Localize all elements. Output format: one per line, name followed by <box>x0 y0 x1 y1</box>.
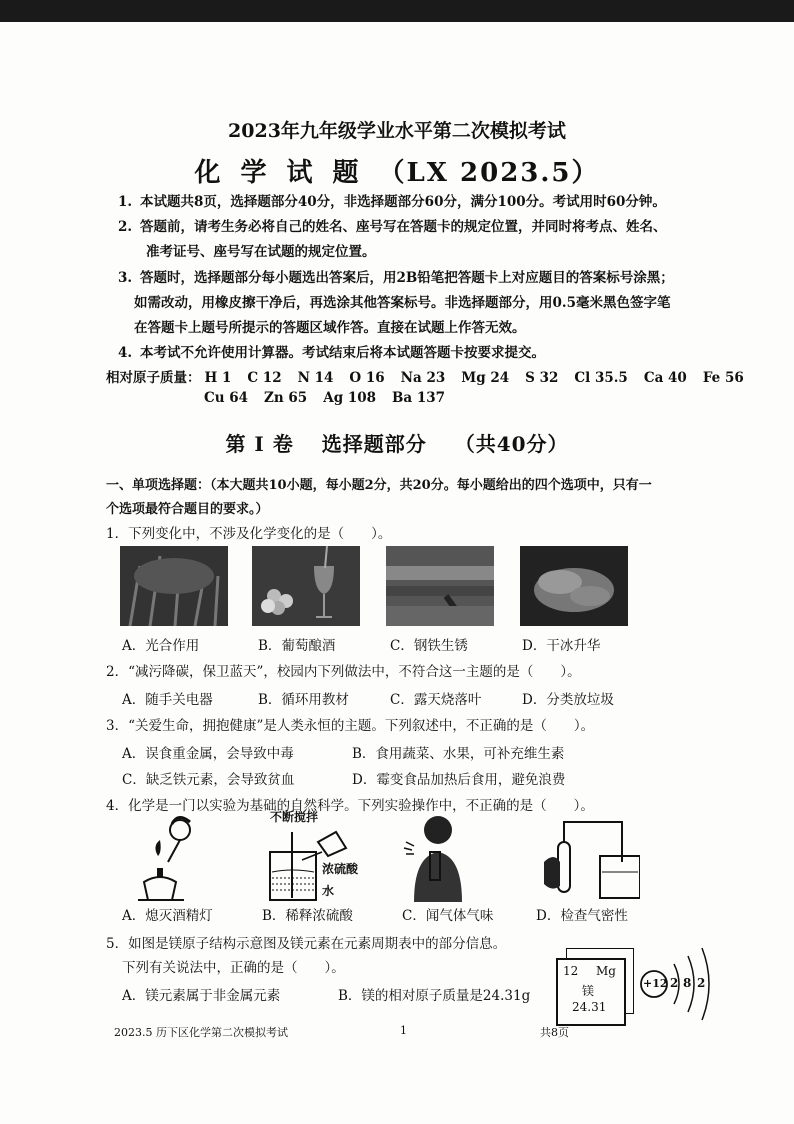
smell-gas-illustration <box>400 812 470 904</box>
q1-option-c: C．钢铁生锈 <box>390 638 468 654</box>
mg-name: 镁 <box>582 984 595 998</box>
q3-option-c: C．缺乏铁元素，会导致贫血 <box>122 772 295 788</box>
q4-option-b: B．稀释浓硫酸 <box>262 908 353 924</box>
q1-option-d: D．干冰升华 <box>522 638 601 654</box>
section-heading: 第 Ⅰ 卷 选择题部分 （共40分） <box>225 432 569 456</box>
atomic-masses-row2: Cu 64 Zn 65 Ag 108 Ba 137 <box>204 390 446 406</box>
q4-option-d: D．检查气密性 <box>536 908 628 924</box>
q1-option-b: B．葡萄酿酒 <box>258 638 336 654</box>
airtight-check-illustration <box>530 812 640 904</box>
photosynthesis-photo <box>120 546 228 626</box>
shell-3: 2 <box>697 976 706 990</box>
atomic-masses-row1: 相对原子质量： H 1 C 12 N 14 O 16 Na 23 Mg 24 S 32 Cl 35.5 Ca 40 Fe 56 <box>106 370 744 386</box>
q5-option-b: B．镁的相对原子质量是24.31g <box>338 988 531 1004</box>
mg-mass: 24.31 <box>572 1000 607 1014</box>
instructions-line2: 个选项最符合题目的要求。） <box>106 502 269 517</box>
subject-name: 化学试题 <box>194 158 379 188</box>
note-3-cont: 如需改动，用橡皮擦干净后，再选涂其他答案标号。非选择题部分，用0.5毫米黑色签字笔 <box>134 295 671 311</box>
q2-option-c: C．露天烧落叶 <box>390 692 482 708</box>
q5-stem2: 下列有关说法中，正确的是（ ）。 <box>122 960 345 976</box>
exam-title: 2023年九年级学业水平第二次模拟考试 <box>228 120 566 142</box>
exam-code: （LX 2023.5） <box>378 158 600 188</box>
alcohol-lamp-illustration <box>128 812 228 904</box>
note-1: 1. 本试题共8页，选择题部分40分，非选择题部分60分，满分100分。考试用时60分钟。 <box>118 194 666 210</box>
q1-option-a: A．光合作用 <box>122 638 200 654</box>
footer-exam-name: 2023.5 历下区化学第二次模拟考试 <box>114 1026 288 1039</box>
q3-option-a: A．误食重金属，会导致中毒 <box>122 746 294 762</box>
stir-label: 不断搅拌 <box>270 810 319 824</box>
q3-option-d: D．霉变食品加热后食用，避免浪费 <box>352 772 566 788</box>
instructions-line1: 一、单项选择题：（本大题共10小题，每小题2分，共20分。每小题给出的四个选项中，只有一 <box>106 478 652 493</box>
mg-atom-diagram <box>638 946 718 1024</box>
nucleus-charge: +12 <box>643 977 668 990</box>
q2-stem: 2．“减污降碳，保卫蓝天”，校园内下列做法中，不符合这一主题的是（ ）。 <box>106 664 581 680</box>
q4-stem: 4．化学是一门以实验为基础的自然科学。下列实验操作中，不正确的是（ ）。 <box>106 798 594 814</box>
note-4: 4. 本考试不允许使用计算器。考试结束后将本试题答题卡按要求提交。 <box>118 345 545 361</box>
mg-periodic-card <box>556 958 626 1026</box>
note-2-cont: 准考证号、座号写在试题的规定位置。 <box>146 244 376 260</box>
scan-top-edge <box>0 0 794 22</box>
footer-page-number: 1 <box>400 1024 407 1037</box>
q1-stem: 1．下列变化中，不涉及化学变化的是（ ）。 <box>106 526 392 542</box>
q5-option-a: A．镁元素属于非金属元素 <box>122 988 281 1004</box>
subject-title <box>0 152 794 189</box>
mg-number: 12 <box>563 964 579 978</box>
footer-total-pages: 共8页 <box>540 1026 569 1039</box>
q2-option-d: D．分类放垃圾 <box>522 692 614 708</box>
note-2: 2. 答题前，请考生务必将自己的姓名、座号写在答题卡的规定位置，并同时将考点、姓名、 <box>118 219 667 235</box>
q4-option-c: C．闻气体气味 <box>402 908 494 924</box>
q3-option-b: B．食用蔬菜、水果，可补充维生素 <box>352 746 565 762</box>
water-label: 水 <box>322 884 335 898</box>
dilute-acid-illustration <box>262 812 382 904</box>
note-3-cont2: 在答题卡上题号所提示的答题区域作答。直接在试题上作答无效。 <box>134 320 526 336</box>
q2-option-b: B．循环用教材 <box>258 692 349 708</box>
q4-option-a: A．熄灭酒精灯 <box>122 908 213 924</box>
q3-stem: 3．“关爱生命，拥抱健康”是人类永恒的主题。下列叙述中，不正确的是（ ）。 <box>106 718 595 734</box>
note-3: 3. 答题时，选择题部分每小题选出答案后，用2B铅笔把答题卡上对应题目的答案标号涂黑； <box>118 270 674 286</box>
wine-grapes-photo <box>252 546 360 626</box>
shell-1: 2 <box>670 976 679 990</box>
conc-acid-label: 浓硫酸 <box>322 862 359 876</box>
q5-stem: 5．如图是镁原子结构示意图及镁元素在元素周期表中的部分信息。 <box>106 936 507 952</box>
rusty-steel-photo <box>386 546 494 626</box>
dry-ice-photo <box>520 546 628 626</box>
q2-option-a: A．随手关电器 <box>122 692 213 708</box>
mg-symbol: Mg <box>596 964 616 978</box>
shell-2: 8 <box>683 976 692 990</box>
